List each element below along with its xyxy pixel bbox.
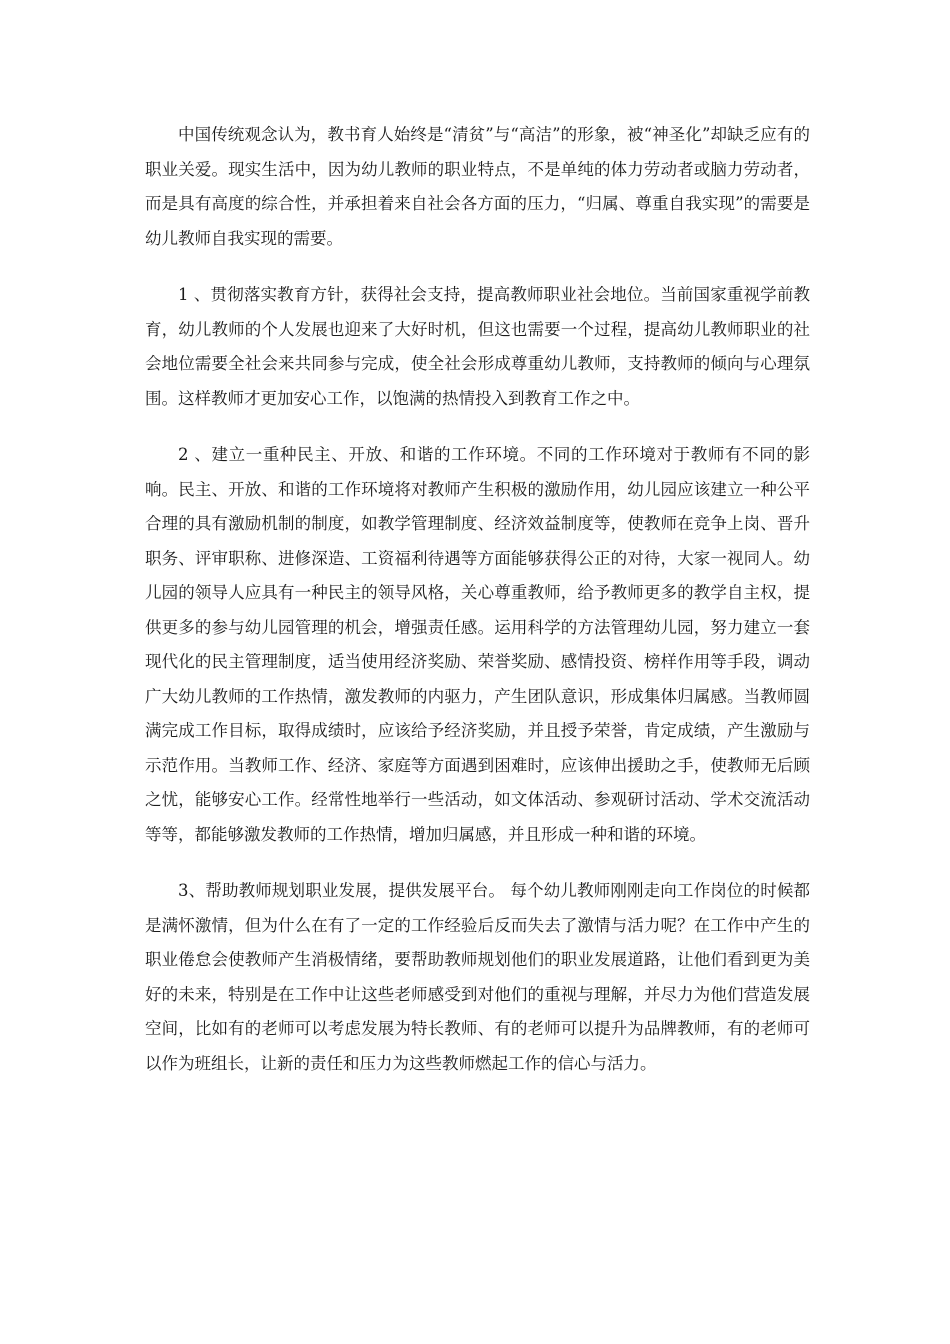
paragraph-point-1: 1 、贯彻落实教育方针，获得社会支持，提高教师职业社会地位。当前国家重视学前教育，幼儿教师的个人发展也迎来了大好时机，但这也需要一个过程，提高幼儿教师职业的社会地位需要全社会来共同参与完成，使全社会形成尊重幼儿教师，支持教师的倾向与心理氛围。这样教师才更加安心工作，以饱满的热情投入到教育工作之中。 bbox=[145, 285, 810, 408]
paragraph-point-2: 2 、建立一重种民主、开放、和谐的工作环境。不同的工作环境对于教师有不同的影响。民主、开放、和谐的工作环境将对教师产生积极的激励作用，幼儿园应该建立一种公平合理的具有激励机制的制度，如教学管理制度、经济效益制度等，使教师在竞争上岗、晋升职务、评审职称、进修深造、工资福利待遇等方面能够获得公正的对待，大家一视同人。幼儿园的领导人应具有一种民主的领导风格，关心尊重教师，给予教师更多的教学自主权，提供更多的参与幼儿园管理的机会，增强责任感。运用科学的方法管理幼儿园，努力建立一套现代化的民主管理制度，适当使用经济奖励、荣誉奖励、感情投资、榜样作用等手段，调动广大幼儿教师的工作热情，激发教师的内驱力，产生团队意识，形成集体归属感。当教师圆满完成工作目标，取得成绩时，应该给予经济奖励，并且授予荣誉，肯定成绩，产生激励与示范作用。当教师工作、经济、家庭等方面遇到困难时，应该伸出援助之手，使教师无后顾之忧，能够安心工作。经常性地举行一些活动，如文体活动、参观研讨活动、学术交流活动等等，都能够激发教师的工作热情，增加归属感，并且形成一种和谐的环境。 bbox=[145, 445, 810, 844]
document-body bbox=[145, 118, 810, 1103]
paragraph-point-3: 3、帮助教师规划职业发展，提供发展平台。 每个幼儿教师刚刚走向工作岗位的时候都是满怀激情，但为什么在有了一定的工作经验后反而失去了激情与活力呢？在工作中产生的职业倦怠会使教师产生消极情绪，要帮助教师规划他们的职业发展道路，让他们看到更为美好的未来，特别是在工作中让这些老师感受到对他们的重视与理解，并尽力为他们营造发展空间，比如有的老师可以考虑发展为特长教师、有的老师可以提升为品牌教师，有的老师可以作为班组长，让新的责任和压力为这些教师燃起工作的信心与活力。 bbox=[145, 881, 810, 1073]
paragraph-intro: 中国传统观念认为，教书育人始终是“清贫”与“高洁”的形象，被“神圣化”却缺乏应有的职业关爱。现实生活中，因为幼儿教师的职业特点，不是单纯的体力劳动者或脑力劳动者，而是具有高度的综合性，并承担着来自社会各方面的压力，“归属、尊重自我实现”的需要是幼儿教师自我实现的需要。 bbox=[145, 125, 810, 248]
